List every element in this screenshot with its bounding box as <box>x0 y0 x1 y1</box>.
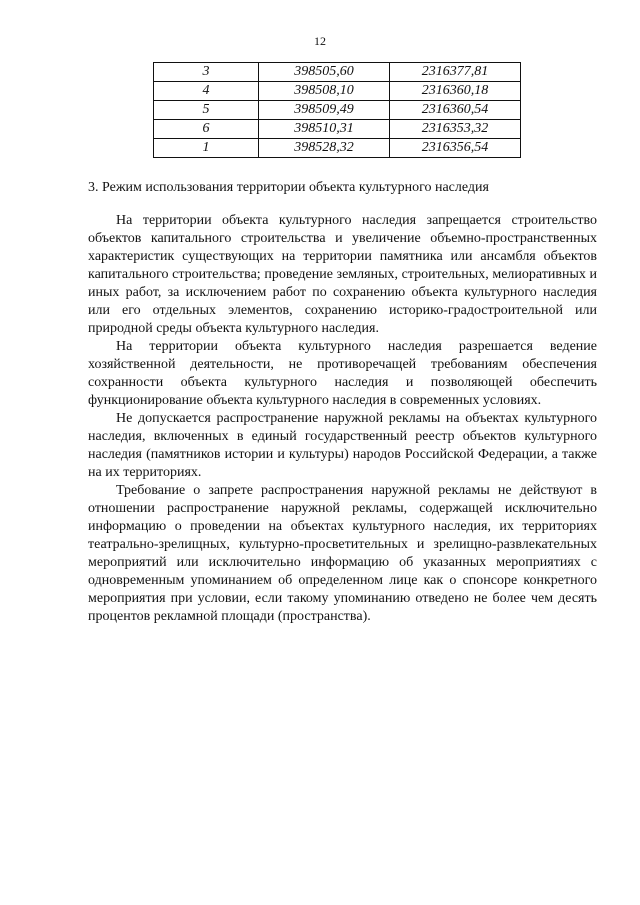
table-cell-x: 398510,31 <box>259 120 390 139</box>
table-row <box>154 101 521 120</box>
table-cell-y: 2316356,54 <box>390 139 521 158</box>
paragraph-advertising-ban: Не допускается распространение наружной рекламы на объектах культурного наследия, включенных в единый государственный реестр объектов культурного наследия (памятников истории и культуры) народов Российской Федерации, а также на их территориях. <box>88 411 597 480</box>
table-row <box>154 120 521 139</box>
table-cell-y: 2316360,54 <box>390 101 521 120</box>
section-heading: 3. Режим использования территории объекта культурного наследия <box>88 180 489 195</box>
table-cell-point: 4 <box>154 82 259 101</box>
table-cell-x: 398505,60 <box>259 63 390 82</box>
table-cell-x: 398509,49 <box>259 101 390 120</box>
table-cell-y: 2316353,32 <box>390 120 521 139</box>
table-cell-y: 2316360,18 <box>390 82 521 101</box>
table-cell-point: 1 <box>154 139 259 158</box>
table-cell-point: 5 <box>154 101 259 120</box>
table-row <box>154 63 521 82</box>
paragraph-advertising-exception: Требование о запрете распространения наружной рекламы не действуют в отношении распространение наружной рекламы, содержащей исключительно информацию о проведении на объектах культурного наследия, их территориях театрально-зрелищных, культурно-просветительных и зрелищно-развлекательных мероприятий или исключительно информацию об указанных мероприятиях с одновременным упоминанием об определенном лице как о спонсоре конкретного мероприятия при условии, если такому упоминанию отведено не более чем десять процентов рекламной площади (пространства). <box>88 483 597 624</box>
page-number: 12 <box>314 34 326 48</box>
table-cell-y: 2316377,81 <box>390 63 521 82</box>
paragraph-permitted-activity: На территории объекта культурного наследия разрешается ведение хозяйственной деятельности, не противоречащей требованиям обеспечения сохранности объекта культурного наследия и позволяющей обеспечить функционирование объекта культурного наследия в современных условиях. <box>88 339 597 408</box>
table-cell-point: 6 <box>154 120 259 139</box>
table-row <box>154 139 521 158</box>
coordinates-table <box>153 62 521 158</box>
paragraph-prohibitions: На территории объекта культурного наследия запрещается строительство объектов капитального строительства и увеличение объемно-пространственных характеристик существующих на территории памятника или ансамбля объектов капитального строительства; проведение земляных, строительных, мелиоративных и иных работ, за исключением работ по сохранению объекта культурного наследия или его отдельных элементов, сохранению историко-градостроительной или природной среды объекта культурного наследия. <box>88 213 597 336</box>
table-cell-x: 398528,32 <box>259 139 390 158</box>
table-cell-x: 398508,10 <box>259 82 390 101</box>
body-text <box>88 212 597 626</box>
table-row <box>154 82 521 101</box>
table-cell-point: 3 <box>154 63 259 82</box>
